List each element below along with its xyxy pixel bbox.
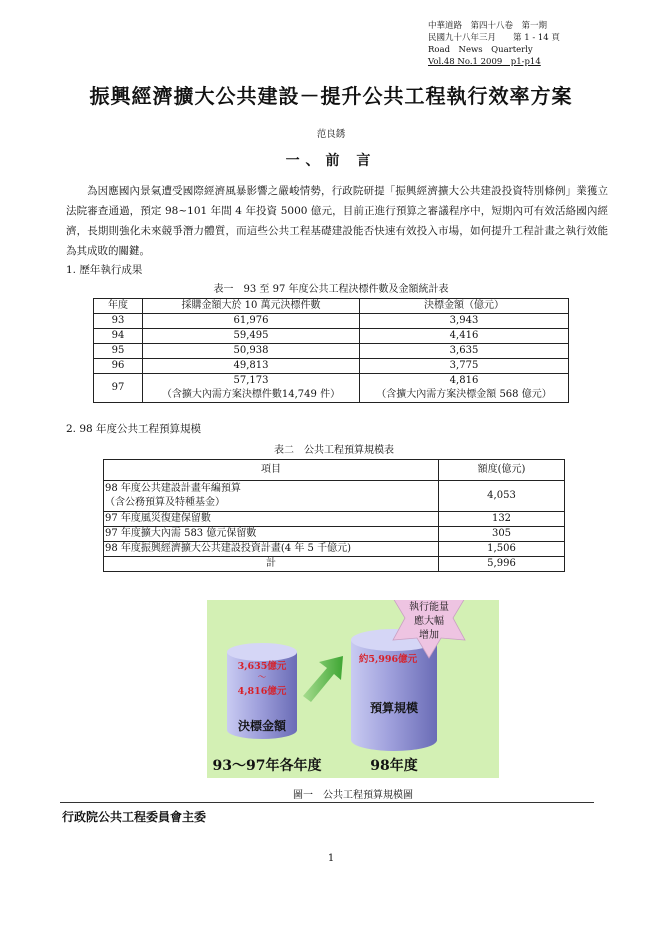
table-row: [94, 314, 569, 329]
col-value: 額度(億元): [439, 460, 565, 481]
col-item: 項目: [104, 460, 439, 481]
left-year-label: 93～97年各年度: [212, 758, 322, 774]
cell-value: 5,996: [439, 557, 565, 572]
cell-value: 4,053: [439, 481, 565, 512]
table-row: [104, 512, 565, 527]
table-row: [94, 359, 569, 374]
table-row: [104, 557, 565, 572]
left-separator: ～: [257, 673, 267, 683]
item-1-heading: 1. 歷年執行成果: [66, 264, 143, 276]
cell-item: 計: [104, 557, 439, 572]
cell-item: 97 年度擴大內需 583 億元保留數: [104, 527, 439, 542]
cell-count: 59,495: [143, 329, 360, 344]
col-count: 採購金額大於 10 萬元決標件數: [143, 299, 360, 314]
cell-year: 97: [94, 374, 143, 403]
cell-value: 1,506: [439, 542, 565, 557]
col-year: 年度: [94, 299, 143, 314]
count-note: （含擴大內需方案決標件數14,749 件）: [161, 389, 341, 400]
cell-year: 96: [94, 359, 143, 374]
table-row: [104, 527, 565, 542]
right-label: 預算規模: [369, 701, 419, 715]
item-line-2: （含公務預算及特種基金）: [105, 497, 225, 508]
table-row: [94, 374, 569, 403]
table-row: [104, 481, 565, 512]
journal-info: [428, 20, 560, 68]
cell-item: [104, 481, 439, 512]
footnote: 行政院公共工程委員會主委: [62, 810, 207, 824]
cell-count: 49,813: [143, 359, 360, 374]
cell-year: 95: [94, 344, 143, 359]
cell-count: 61,976: [143, 314, 360, 329]
item-line-1: 98 年度公共建設計畫年編預算: [105, 483, 241, 494]
star-line-1: 執行能量: [409, 602, 449, 613]
table-row: [94, 344, 569, 359]
paper-title: 振興經濟擴大公共建設－提升公共工程執行效率方案: [89, 84, 573, 108]
cell-amount: 3,635: [360, 344, 569, 359]
cell-amount: 3,775: [360, 359, 569, 374]
left-bottom-value: 4,816億元: [237, 686, 287, 697]
budget-figure: [207, 600, 499, 778]
figure-caption: 圖一 公共工程預算規模圖: [293, 790, 413, 801]
table-2-caption: 表二 公共工程預算規模表: [274, 445, 394, 456]
star-line-2: 應大幅: [414, 616, 444, 627]
table-1-caption: 表一 93 至 97 年度公共工程決標件數及金額統計表: [213, 284, 449, 295]
right-year-label: 98年度: [370, 758, 418, 774]
item-2-heading: 2. 98 年度公共工程預算規模: [66, 423, 202, 435]
right-top-value: 約5,996億元: [358, 654, 418, 665]
footer-divider: [60, 802, 594, 803]
cell-year: 94: [94, 329, 143, 344]
journal-line-1: 中華道路 第四十八卷 第一期: [428, 21, 548, 31]
table-header-row: [94, 299, 569, 314]
section-heading: 一、前 言: [285, 153, 377, 169]
cell-count: 50,938: [143, 344, 360, 359]
count-value: 57,173: [233, 375, 269, 386]
table-2: [103, 459, 565, 572]
amount-value: 4,816: [449, 375, 479, 386]
cell-amount: [360, 374, 569, 403]
cell-item: 97 年度風災復建保留數: [104, 512, 439, 527]
table-row: [94, 329, 569, 344]
amount-note: （含擴大內需方案決標金額 568 億元）: [376, 389, 552, 400]
table-row: [104, 542, 565, 557]
left-label: 決標金額: [237, 719, 287, 733]
cell-value: 305: [439, 527, 565, 542]
cell-item: 98 年度振興經濟擴大公共建設投資計畫(4 年 5 千億元): [104, 542, 439, 557]
cell-year: 93: [94, 314, 143, 329]
left-top-value: 3,635億元: [237, 661, 287, 672]
cell-count: [143, 374, 360, 403]
col-amount: 決標金額（億元）: [360, 299, 569, 314]
journal-line-4: Vol.48 No.1 2009 p1-p14: [428, 57, 541, 67]
journal-line-3: Road News Quarterly: [428, 45, 533, 55]
table-header-row: [104, 460, 565, 481]
figure-panel: [207, 600, 499, 778]
cell-amount: 4,416: [360, 329, 569, 344]
journal-line-2: 民國九十八年三月 第 1 - 14 頁: [428, 33, 560, 43]
cell-value: 132: [439, 512, 565, 527]
intro-paragraph: 為因應國內景氣遭受國際經濟風暴影響之嚴峻情勢，行政院研提「振興經濟擴大公共建設投資特別條例」業獲立法院審查通過，預定 98~101 年間 4 年投資 5000 億元，目前正進行預算之審議程序中，短期內可有效活絡國內經濟，長期則強化未來競爭潛力體質，而這些公共工程基礎建設能否快速有效投入市場，如何提升工程計畫之執行效能為其成敗的關鍵。: [66, 185, 608, 257]
page-number: 1: [327, 853, 335, 864]
table-1: [93, 298, 569, 403]
cell-amount: 3,943: [360, 314, 569, 329]
star-line-3: 增加: [419, 630, 439, 641]
growth-arrow: [303, 656, 343, 702]
author: 范良銹: [316, 129, 346, 140]
